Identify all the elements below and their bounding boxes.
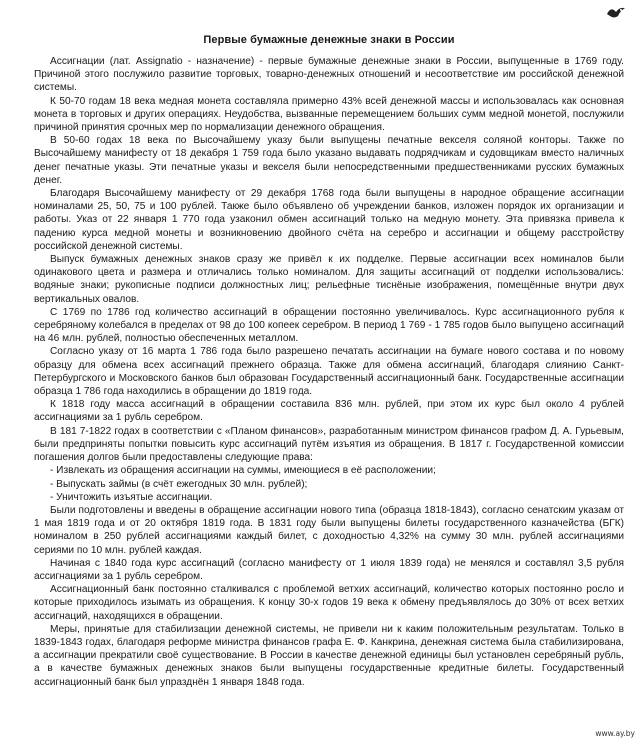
paragraph: Благодаря Высочайшему манифесту от 29 декабря 1768 года были выпущены в народное обращение ассигнации номиналами 25, 50, 75 и 100 рублей. Также было объявлено об учреждении банков, изложен порядок их организации и работы. Указ от 22 января 1 770 года узаконил обмен ассигнаций только на медную монету. Эта привязка привела к падению курса медной монеты и возникновению двойного счёта на серебро и ассигнации и общему расстройству российской денежной системы. <box>34 188 624 252</box>
body-after-list <box>34 504 624 689</box>
paragraph: В 50-60 годах 18 века по Высочайшему указу были выпущены печатные векселя соляной конторы. Также по Высочайшему манифесту от 18 декабря 1 759 года было указано выдавать подрядчикам и судовщикам вместо наличных денег печатные указы. Эти печатные указы и векселя были непосредственными предшественниками русских бумажных денег. <box>34 135 624 186</box>
site-watermark: www.ay.by <box>595 729 635 738</box>
paragraph: С 1769 по 1786 год количество ассигнаций в обращении постоянно увеличивалось. Курс ассигнационного рубля к серебряному колебался в пределах от 98 до 100 копеек серебром. В период 1 769 - 1 785 годов было выпущено ассигнаций на 46 млн. рублей, полностью обеспеченных металлом. <box>34 306 624 345</box>
document-page <box>34 34 624 689</box>
paragraph: Ассигнационный банк постоянно сталкивался с проблемой ветхих ассигнаций, количество которых постоянно росло и которые приходилось изымать из обращения. К концу 30-х годов 19 века к обмену предъявлялось до 30% от всех ветхих ассигнаций, находящихся в обращении. <box>34 584 624 622</box>
paragraph: Меры, принятые для стабилизации денежной системы, не привели ни к каким положительным результатам. Только в 1839-1843 годах, благодаря реформе министра финансов графа Е. Ф. Канкрина, денежная система была стабилизирована, а ассигнации прекратили своё существование. В России в качестве денежной единицы был установлен серебряный рубль, а в качестве бумажных денежных знаков были выпущены государственные кредитные билеты. Государственный ассигнационный банк был упразднён 1 января 1848 года. <box>34 623 624 688</box>
paragraph: Начиная с 1840 года курс ассигнаций (согласно манифесту от 1 июля 1839 года) не менялся и составлял 3,5 рубля ассигнациями за 1 рубль серебром. <box>34 557 624 582</box>
list-item: - Извлекать из обращения ассигнации на суммы, имеющиеся в её расположении; <box>50 465 436 477</box>
rights-list <box>34 464 624 504</box>
list-item: - Выпускать займы (в счёт ежегодных 30 млн. рублей); <box>50 478 308 490</box>
body-before-list <box>34 55 624 464</box>
paragraph: К 50-70 годам 18 века медная монета составляла примерно 43% всей денежной массы и использовалась как основная монета в торговых и других операциях. Неудобства, вызванные перемещением больших сумм медной монетой, послужили причиной принятия срочных мер по нормализации денежного обращения. <box>34 95 624 134</box>
paragraph: К 1818 году масса ассигнаций в обращении составила 836 млн. рублей, при этом их курс был около 4 рублей ассигнациями за 1 рубль серебром. <box>34 399 624 424</box>
paragraph: Были подготовлены и введены в обращение ассигнации нового типа (образца 1818-1843), согласно сенатским указам от 1 мая 1819 года и от 20 октября 1819 года. В 1831 году были выпущены билеты государственного казначейства (БГК) номиналом в 250 рублей ассигнациями каждый билет, с доходностью 4,32% на сумму 30 млн. рублей ассигнациями сериями по 10 млн. рублей каждая. <box>34 504 624 556</box>
bird-logo-icon <box>605 4 627 20</box>
list-item: - Уничтожить изъятые ассигнации. <box>50 491 213 503</box>
paragraph: Согласно указу от 16 марта 1 786 года было разрешено печатать ассигнации на бумаге нового состава и по новому образцу для обмена всех ассигнаций прежнего образца. Также для обмена ассигнаций, благодаря слиянию Санкт-Петербургского и Московского банков был образован Государственный ассигнационный банк. Государственные ассигнации образца 1 786 года находились в обращении до 1819 года. <box>34 346 624 398</box>
document-title: Первые бумажные денежные знаки в России <box>203 34 455 46</box>
paragraph: В 181 7-1822 годах в соответствии с «Планом финансов», разработанным министром финансов графом Д. А. Гурьевым, были предприняты попытки повысить курс ассигнаций путём изъятия из обращения. В 1817 г. Государственной комиссии погашения долгов были предоставлены следующие права: <box>34 425 624 464</box>
paragraph: Ассигнации (лат. Assignatio - назначение) - первые бумажные денежные знаки в России, выпущенные в 1769 году. Причиной этого послужило развитие торговых, товарно-денежных отношений и несоответствие им российской денежной системы. <box>34 56 624 94</box>
paragraph: Выпуск бумажных денежных знаков сразу же привёл к их подделке. Первые ассигнации всех номиналов были одинакового цвета и размера и отличались только номиналом. Для защиты ассигнаций от подделки использовались: водяные знаки; рукописные подписи должностных лиц; рельефные тиснёные изображения, помещённые внутри двух вертикальных овалов. <box>34 254 624 305</box>
